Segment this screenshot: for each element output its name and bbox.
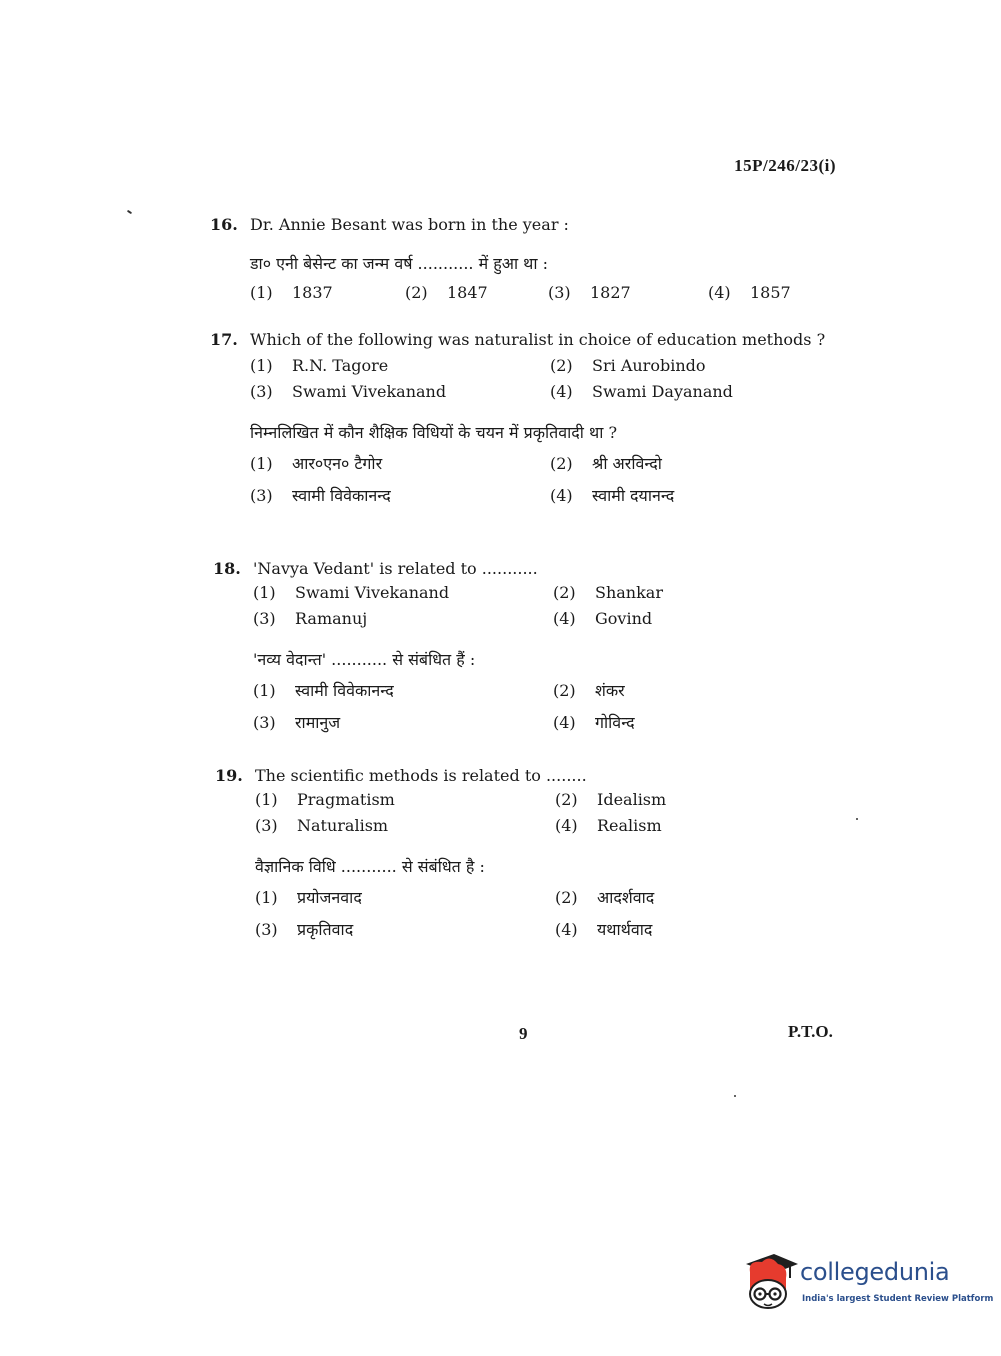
options-en bbox=[250, 356, 850, 408]
options-hi bbox=[255, 886, 855, 950]
student-mascot-icon bbox=[740, 1250, 798, 1312]
option-4: (4) 1857 bbox=[708, 283, 791, 302]
question-text-en: Dr. Annie Besant was born in the year : bbox=[250, 215, 569, 234]
option-4: (4) Swami Dayanand bbox=[550, 382, 733, 401]
option-2: (2) Idealism bbox=[555, 790, 667, 809]
options-hi bbox=[253, 679, 853, 743]
option-4-hi: (4) यथार्थवाद bbox=[555, 920, 653, 939]
question-text-hi: डा० एनी बेसेन्ट का जन्म वर्ष ........... में हुआ था : bbox=[250, 254, 549, 273]
question-text-hi: 'नव्य वेदान्त' ........... से संबंधित हैं : bbox=[253, 650, 476, 669]
option-3: (3) 1827 bbox=[548, 283, 631, 302]
collegedunia-logo bbox=[740, 1248, 994, 1318]
options-hi bbox=[250, 452, 850, 516]
scan-speck bbox=[856, 818, 858, 820]
option-1: (1) 1837 bbox=[250, 283, 333, 302]
question-text-en: 'Navya Vedant' is related to ........... bbox=[253, 559, 538, 578]
question-text-hi: निम्नलिखित में कौन शैक्षिक विधियों के चयन में प्रकृतिवादी था ? bbox=[250, 423, 618, 442]
option-1: (1) Swami Vivekanand bbox=[253, 583, 450, 602]
option-3: (3) Naturalism bbox=[255, 816, 389, 835]
option-1-hi: (1) आर०एन० टैगोर bbox=[250, 454, 383, 473]
paper-code: 15P/246/23(i) bbox=[734, 156, 836, 175]
scan-speck bbox=[127, 210, 132, 215]
option-3: (3) Ramanuj bbox=[253, 609, 368, 628]
option-4-hi: (4) स्वामी दयानन्द bbox=[550, 486, 675, 505]
question-text-en: The scientific methods is related to ........ bbox=[255, 766, 587, 785]
option-4: (4) Realism bbox=[555, 816, 662, 835]
option-2-hi: (2) शंकर bbox=[553, 681, 625, 700]
option-3-hi: (3) प्रकृतिवाद bbox=[255, 920, 354, 939]
question-18 bbox=[213, 558, 853, 743]
option-3-hi: (3) रामानुज bbox=[253, 713, 341, 732]
option-4: (4) Govind bbox=[553, 609, 653, 628]
question-19 bbox=[215, 765, 855, 950]
option-1-hi: (1) स्वामी विवेकानन्द bbox=[253, 681, 394, 700]
pto-label: P.T.O. bbox=[788, 1022, 833, 1041]
option-2: (2) Shankar bbox=[553, 583, 663, 602]
option-3: (3) Swami Vivekanand bbox=[250, 382, 447, 401]
option-2-hi: (2) श्री अरविन्दो bbox=[550, 454, 662, 473]
brand-name: collegedunia bbox=[800, 1258, 950, 1286]
option-1-hi: (1) प्रयोजनवाद bbox=[255, 888, 362, 907]
question-text-hi: वैज्ञानिक विधि ........... से संबंधित है : bbox=[255, 857, 485, 876]
question-17 bbox=[210, 329, 850, 516]
option-4-hi: (4) गोविन्द bbox=[553, 713, 635, 732]
options-en bbox=[253, 583, 853, 635]
brand-tagline: India's largest Student Review Platform bbox=[802, 1294, 994, 1304]
option-1: (1) R.N. Tagore bbox=[250, 356, 389, 375]
question-16 bbox=[210, 214, 850, 307]
options-en bbox=[255, 790, 855, 842]
option-2-hi: (2) आदर्शवाद bbox=[555, 888, 655, 907]
page-number: 9 bbox=[519, 1024, 528, 1043]
scan-speck bbox=[734, 1095, 736, 1097]
option-2: (2) 1847 bbox=[405, 283, 488, 302]
question-number: 19. bbox=[215, 766, 243, 785]
option-2: (2) Sri Aurobindo bbox=[550, 356, 706, 375]
options-en bbox=[250, 283, 850, 307]
question-number: 18. bbox=[213, 559, 241, 578]
option-1: (1) Pragmatism bbox=[255, 790, 395, 809]
question-number: 16. bbox=[210, 215, 238, 234]
option-3-hi: (3) स्वामी विवेकानन्द bbox=[250, 486, 391, 505]
question-text-en: Which of the following was naturalist in choice of education methods ? bbox=[250, 330, 826, 349]
question-number: 17. bbox=[210, 330, 238, 349]
